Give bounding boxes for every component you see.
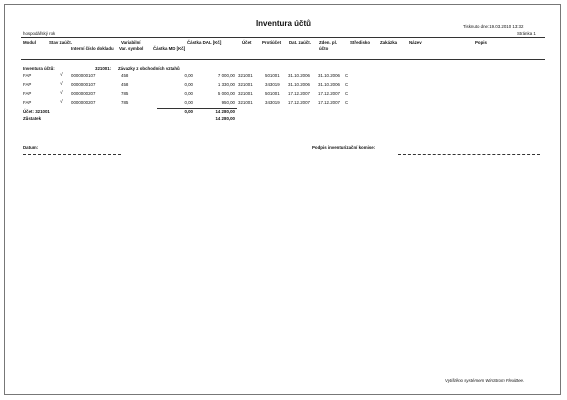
cell-var: 785 — [121, 91, 129, 96]
cell-doc: 0000000207 — [71, 100, 96, 105]
cell-ucet: 321001 — [238, 91, 253, 96]
cell-md: 0,00 — [184, 91, 193, 96]
total-ucet-dal: 14 280,00 — [215, 109, 235, 114]
printed-label: Tisknuto dne: — [463, 24, 490, 29]
total-ucet-md: 0,00 — [184, 109, 193, 114]
cell-protiucet: 501001 — [265, 91, 280, 96]
cell-flag: C — [345, 100, 349, 105]
cell-modul: FAP — [23, 73, 32, 78]
header-divider-top — [21, 37, 545, 38]
cell-flag: C — [345, 91, 349, 96]
datum-line — [23, 154, 121, 155]
cell-ucet: 321001 — [238, 73, 253, 78]
col-stav-zauct: Stav zaúčt. — [49, 40, 72, 45]
col-castka-md: Částka MD [Kč] — [153, 46, 186, 51]
cell-modul: FAP — [23, 100, 32, 105]
podpis-line — [398, 154, 540, 155]
col-zden-pl: Zden. pl. — [319, 40, 338, 45]
check-icon: √ — [60, 81, 63, 87]
cell-md: 0,00 — [184, 100, 193, 105]
cell-doc: 0000000107 — [71, 82, 96, 87]
col-interni-cislo: Interní číslo dokladu — [71, 46, 114, 51]
cell-protiucet: 501001 — [265, 73, 280, 78]
col-protiucet: Protiúčet — [262, 40, 282, 45]
col-ucet: Účet — [242, 40, 252, 45]
cell-md: 0,00 — [184, 73, 193, 78]
cell-var: 785 — [121, 100, 129, 105]
cell-dat: 17.12.2007 — [288, 100, 310, 105]
report-title: Inventura účtů — [255, 19, 312, 28]
cell-zden: 17.12.2007 — [318, 91, 340, 96]
col-dat-zauct: Dat. zaúčt. — [289, 40, 311, 45]
cell-dat: 31.10.2006 — [288, 73, 310, 78]
cell-dat: 31.10.2006 — [288, 82, 310, 87]
cell-dat: 17.12.2007 — [288, 91, 310, 96]
cell-dal: 7 000,00 — [217, 73, 235, 78]
report-page — [4, 4, 561, 395]
printed-value: 19.03.2010 13:32 — [489, 24, 524, 29]
check-icon: √ — [60, 90, 63, 96]
datum-label: Datum: — [23, 145, 39, 150]
cell-md: 0,00 — [184, 82, 193, 87]
header-divider-bottom — [21, 59, 545, 60]
col-popis: Popis — [475, 40, 487, 45]
zustatek-label: Zůstatek — [23, 116, 42, 121]
check-icon: √ — [60, 72, 63, 78]
section-account: 321001: — [95, 66, 112, 71]
cell-flag: C — [345, 82, 349, 87]
col-stredisko: Středisko — [350, 40, 371, 45]
cell-zden: 31.10.2006 — [318, 73, 340, 78]
cell-zden: 17.12.2007 — [318, 100, 340, 105]
cell-ucet: 321001 — [238, 100, 253, 105]
cell-doc: 0000000207 — [71, 91, 96, 96]
col-castka-dal: Částka DAL [Kč] — [187, 40, 222, 45]
system-credit: Vytištěno systémem WinStrom FlexiBee. — [445, 378, 525, 383]
col-nazev: Název — [409, 40, 422, 45]
cell-doc: 0000000107 — [71, 73, 96, 78]
col-modul: Modul — [23, 40, 36, 45]
cell-zden: 31.10.2006 — [318, 82, 340, 87]
cell-dal: 5 000,00 — [217, 91, 235, 96]
cell-modul: FAP — [23, 82, 32, 87]
cell-flag: C — [345, 73, 349, 78]
col-variabilni: Variabilní — [121, 40, 141, 45]
cell-var: 458 — [121, 82, 129, 87]
cell-var: 458 — [121, 73, 129, 78]
section-label: Inventura účtů: — [23, 66, 55, 71]
cell-protiucet: 343019 — [265, 82, 280, 87]
fiscal-year-label: hospodářský rok — [23, 31, 56, 36]
cell-dal: 1 330,00 — [217, 82, 235, 87]
total-ucet-label: Účet: 321001 — [23, 109, 50, 114]
cell-protiucet: 343019 — [265, 100, 280, 105]
cell-dal: 950,00 — [221, 100, 235, 105]
check-icon: √ — [60, 99, 63, 105]
printed-date — [463, 24, 523, 29]
col-zakazka: Zakázka — [380, 40, 398, 45]
col-ucto: účto — [319, 46, 329, 51]
section-account-name: Závazky z obchodních vztahů — [118, 66, 180, 71]
cell-ucet: 321001 — [238, 82, 253, 87]
col-varsymbol: Var. symbol — [119, 46, 144, 51]
zustatek-value: 14 280,00 — [215, 116, 235, 121]
cell-modul: FAP — [23, 91, 32, 96]
podpis-label: Podpis inventurizační komise: — [312, 145, 376, 150]
page-number: Stránka 1 — [517, 31, 536, 36]
